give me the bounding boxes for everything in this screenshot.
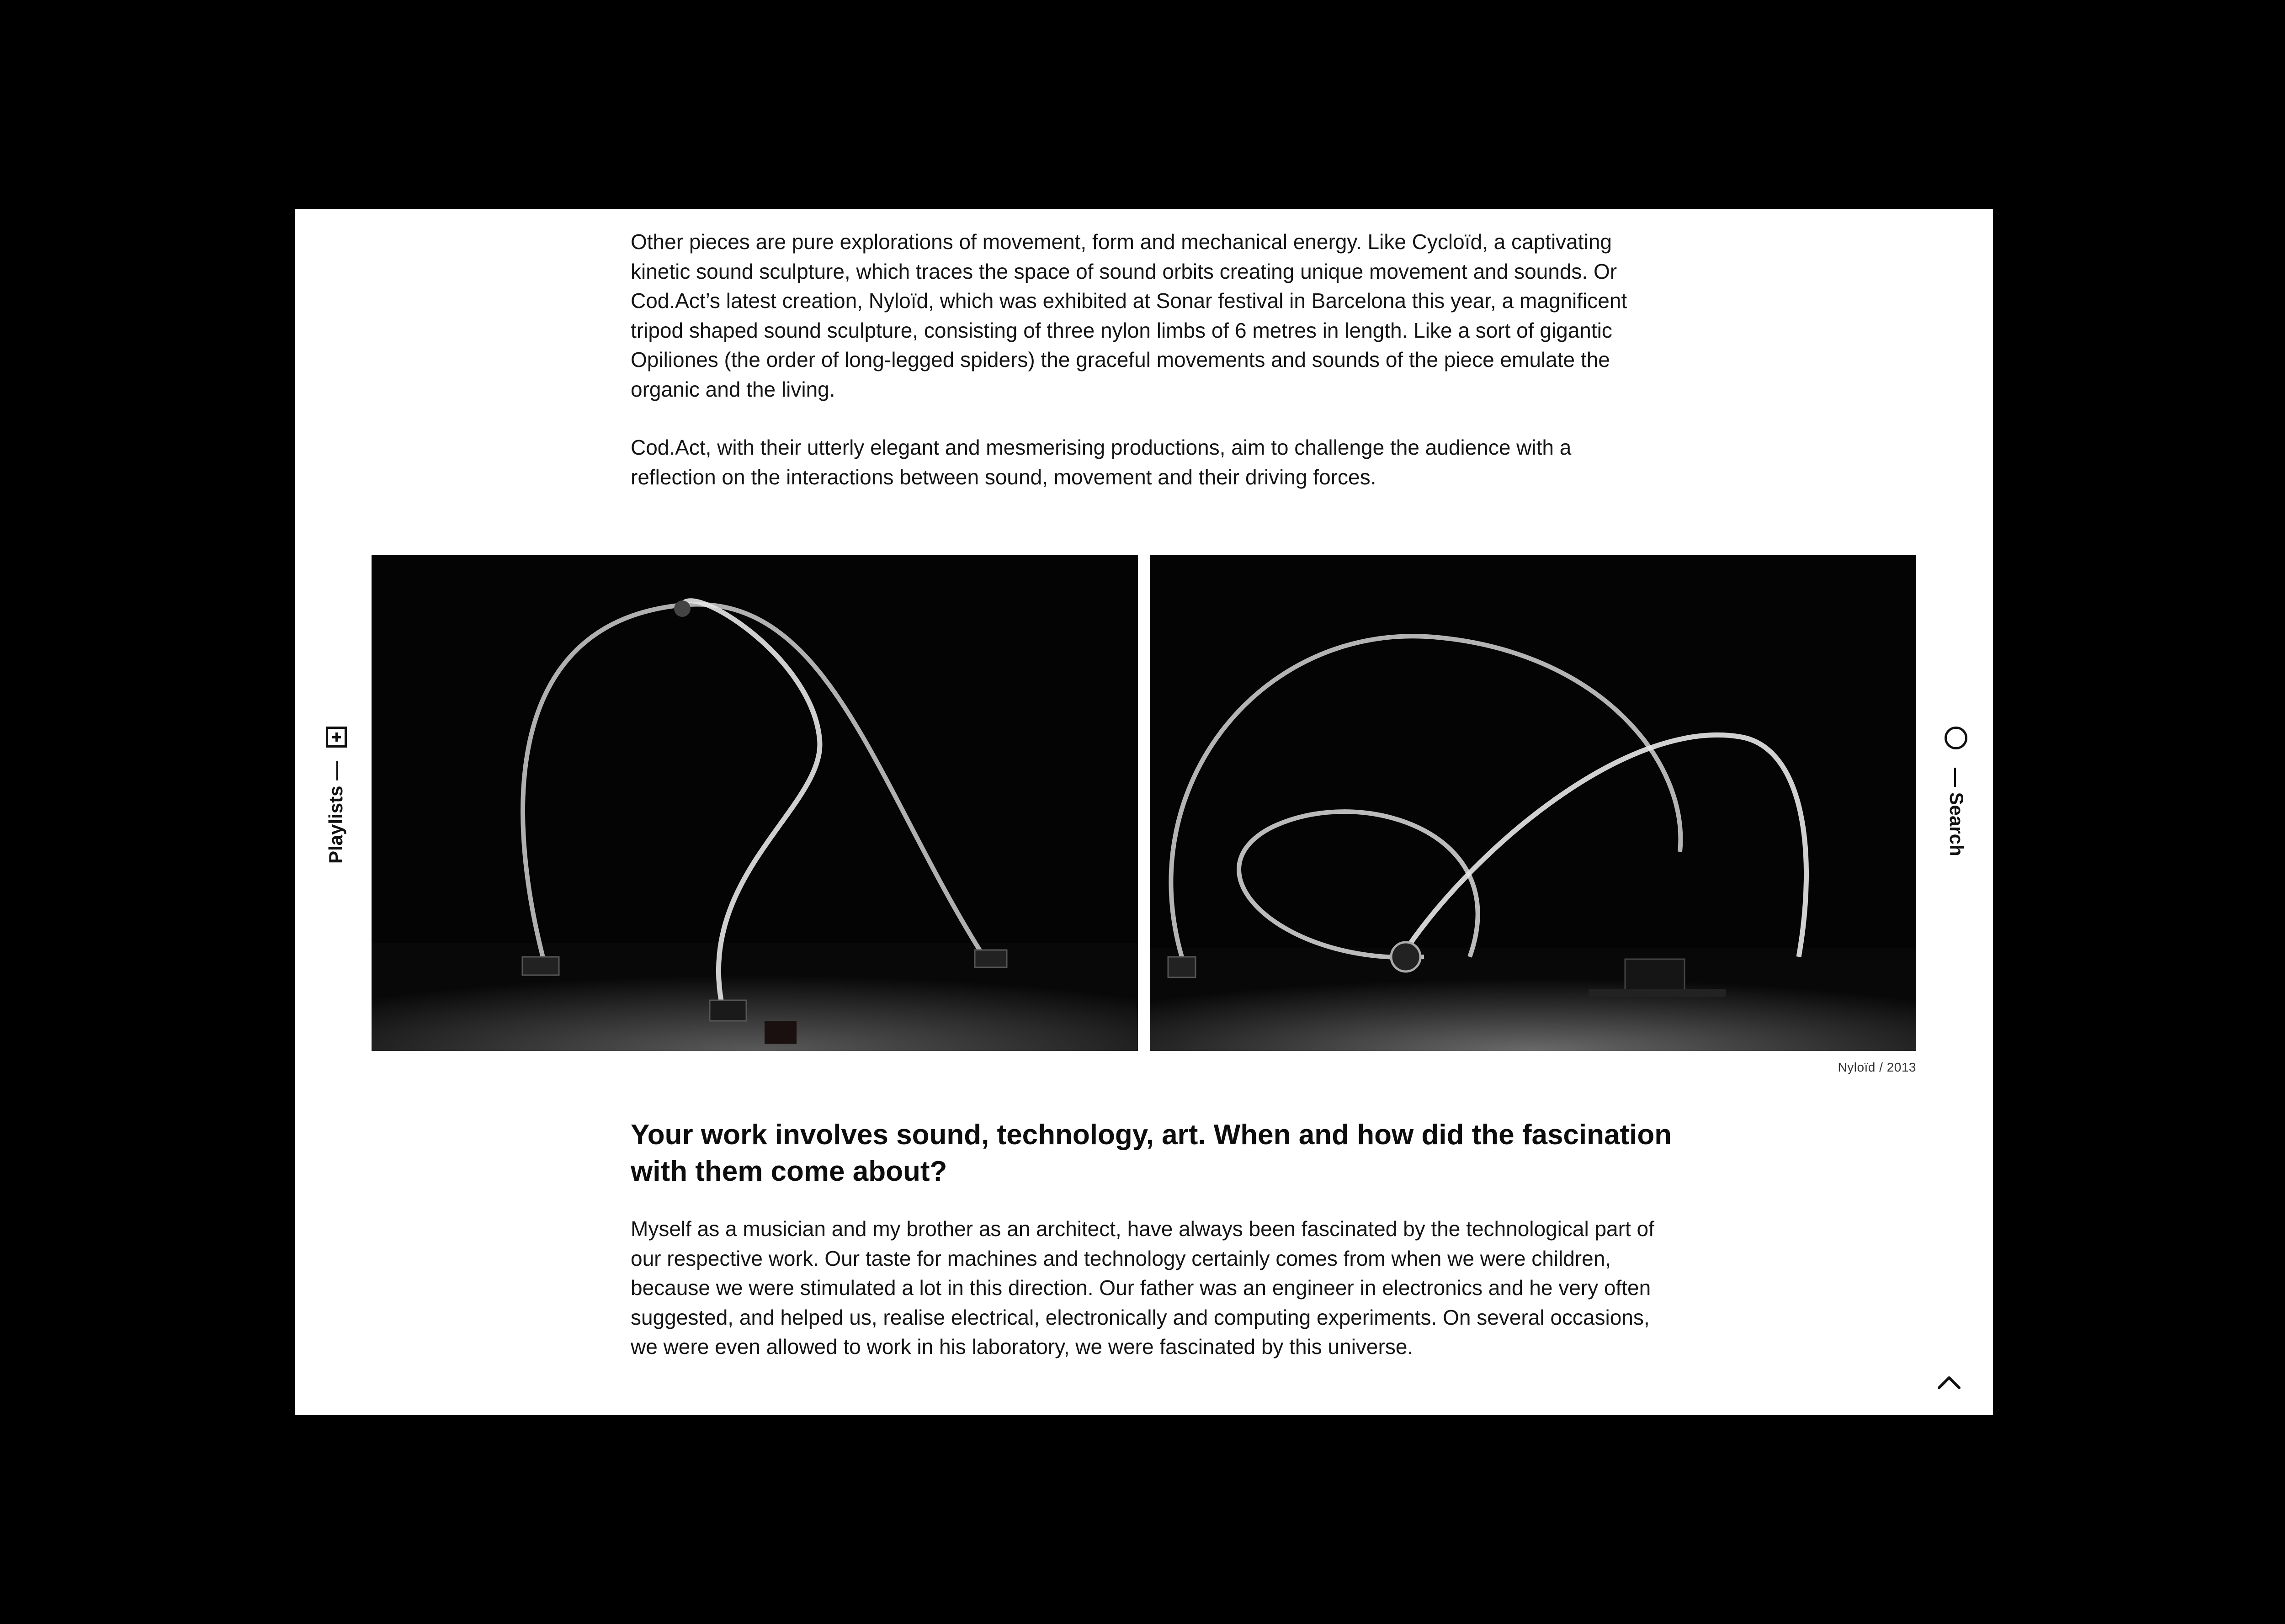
plus-square-icon[interactable] [326,727,347,748]
paragraph-text: Myself as a musician and my brother as an architect, have always been fascinated by the technological part of our respective work. Our taste for machines and technology certainly comes from when we were children, because we were stimulated a lot in this direction. Our father was an engineer in electronics and he very often suggested, and helped us, realise electrical, electronically and computing experiments. On several occasions, we were even allowed to work in his laboratory, we were fascinated by this universe. [631,1217,1654,1359]
sculpture-photo-right [1150,555,1916,1051]
interview-question-heading: Your work involves sound, technology, art. When and how did the fascination with them come about? [631,1119,1672,1187]
sculpture-photo-left [372,555,1138,1051]
chevron-up-icon[interactable] [1935,1368,1963,1395]
article-paragraph [631,1214,1659,1362]
paragraph-text: Cod.Act, with their utterly elegant and mesmerising productions, aim to challenge the audience with a reflection on the interactions between sound, movement and their driving forces. [631,435,1572,489]
nyloid-photo-left [372,555,1138,1051]
article-paragraph [631,433,1659,492]
nyloid-photo-right [1150,555,1916,1051]
article-page [295,209,1993,1415]
circle-search-icon[interactable] [1945,727,1967,749]
article-paragraph [631,227,1659,404]
playlists-toggle[interactable] [314,727,359,864]
paragraph-text: Other pieces are pure explorations of movement, form and mechanical energy. Like Cycloïd, a captivating kinetic sound sculpture, which traces the space of sound orbits creating unique movement and sounds. Or Cod.Act’s latest creation, Nyloïd, which was exhibited at Sonar festival in Barcelona this year, a magnificent tripod shaped sound sculpture, consisting of three nylon limbs of 6 metres in length. Like a sort of gigantic Opiliones (the order of long-legged spiders) the graceful movements and sounds of the piece emulate the organic and the living. [631,230,1627,401]
search-label[interactable]: — Search [1946,768,1967,856]
search-toggle[interactable] [1933,727,1979,864]
playlists-label[interactable]: Playlists — [325,761,346,864]
image-caption: Nyloïd / 2013 [1838,1060,1916,1074]
